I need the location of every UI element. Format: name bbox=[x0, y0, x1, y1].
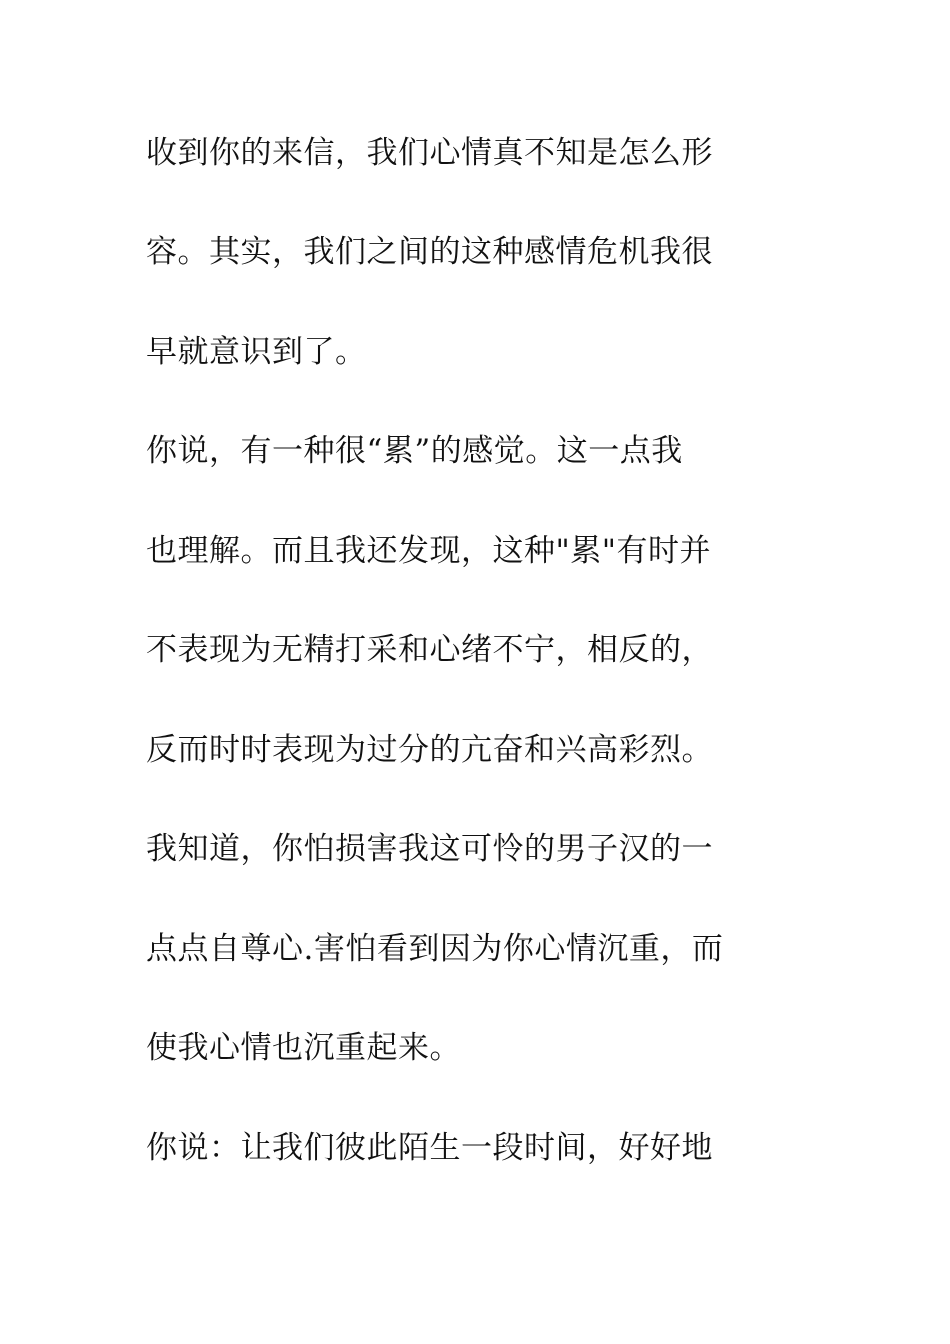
text-line: 不表现为无精打采和心绪不宁，相反的， bbox=[146, 632, 713, 668]
text-line: 容。其实，我们之间的这种感情危机我很 bbox=[146, 234, 713, 270]
text-line: 你说：让我们彼此陌生一段时间，好好地 bbox=[146, 1130, 713, 1166]
text-line: 早就意识到了。 bbox=[146, 334, 367, 370]
text-line: 你说，有一种很“累”的感觉。这一点我 bbox=[146, 433, 683, 469]
text-line: 也理解。而且我还发现，这种"累"有时并 bbox=[146, 533, 712, 569]
text-line: 反而时时表现为过分的亢奋和兴高彩烈。 bbox=[146, 732, 713, 768]
text-line: 我知道，你怕损害我这可怜的男子汉的一 bbox=[146, 831, 713, 867]
text-line: 使我心情也沉重起来。 bbox=[146, 1030, 461, 1066]
text-line: 收到你的来信，我们心情真不知是怎么形 bbox=[146, 135, 713, 171]
text-line: 点点自尊心.害怕看到因为你心情沉重，而 bbox=[146, 931, 724, 967]
